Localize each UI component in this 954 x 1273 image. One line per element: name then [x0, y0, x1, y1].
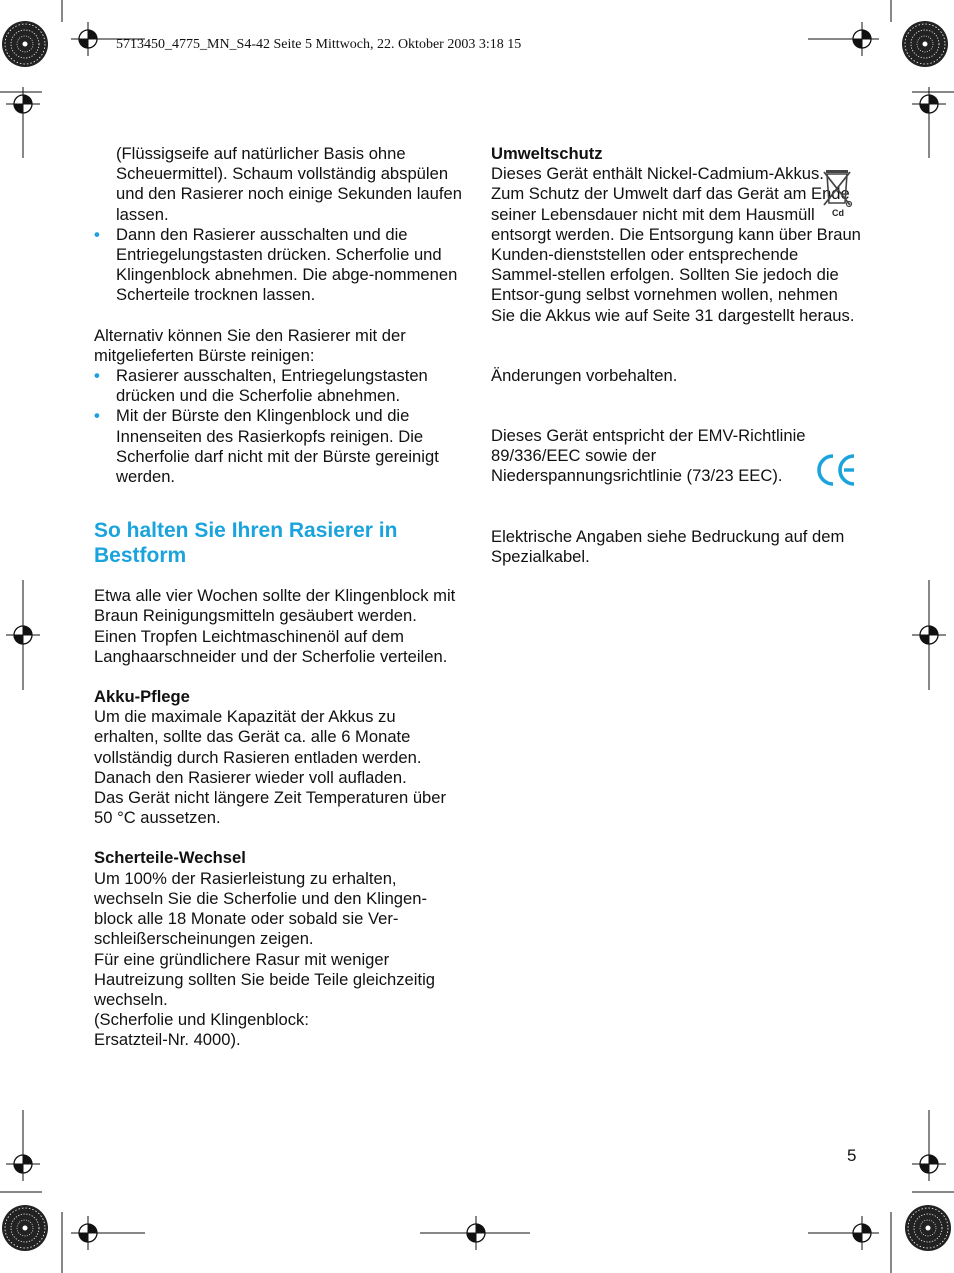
- bullet-icon: •: [94, 366, 100, 386]
- right-column: [491, 144, 861, 567]
- bullet-icon: •: [94, 224, 100, 244]
- bullet-list-2: [94, 366, 462, 487]
- umwelt-title: Umweltschutz: [491, 144, 603, 163]
- print-slug: 5713450_4775_MN_S4-42 Seite 5 Mittwoch, 22. Oktober 2003 3:18 15: [116, 37, 522, 52]
- scher-text-3: (Scherfolie und Klingenblock:: [94, 1010, 309, 1030]
- akku-text-1: Um die maximale Kapazität der Akkus zu erhalten, sollte das Gerät ca. alle 6 Monate vollständig durch Rasieren entladen werden. Danach den Rasierer wieder voll aufladen.: [94, 707, 422, 787]
- umwelt-text: Dieses Gerät enthält Nickel-Cadmium-Akkus. Zum Schutz der Umwelt darf das Gerät am Ende seiner Lebensdauer nicht mit dem Hausmüll entsorgt werden. Die Entsorgung kann über Braun Kunden-dienststellen oder entsprechende Sammel-stellen erfolgen. Sollten Sie jedoch die Entsor-gung selbst vornehmen wollen, nehmen Sie die Akkus wie auf Seite 31 dargestellt heraus.: [491, 164, 861, 325]
- crop-wheel-icon: [2, 1205, 48, 1251]
- crop-wheel-icon: [902, 21, 948, 67]
- list-item: • Mit der Bürste den Klingenblock und die Innenseiten des Rasierkopfs reinigen. Die Scherfolie darf nicht mit der Bürste gereinigt werden.: [94, 406, 439, 487]
- akku-text-2: Das Gerät nicht längere Zeit Temperaturen über 50 °C aussetzen.: [94, 788, 447, 828]
- section-heading: So halten Sie Ihren Rasierer in Bestform: [94, 519, 398, 568]
- scher-text-2: Für eine gründlichere Rasur mit weniger Hautreizung sollten Sie beide Teile gleichzeitig wechseln.: [94, 949, 435, 1009]
- crop-wheel-icon: [905, 1205, 951, 1251]
- elektrische-text: Elektrische Angaben siehe Bedruckung auf dem Spezialkabel.: [491, 526, 845, 566]
- intro-continued: (Flüssigseife auf natürlicher Basis ohne Scheuermittel). Schaum vollständig abspülen und den Rasierer noch einige Sekunden laufen lassen.: [116, 144, 462, 224]
- alt-text: Alternativ können Sie den Rasierer mit der mitgelieferten Bürste reinigen:: [94, 325, 406, 365]
- scher-title: Scherteile-Wechsel: [94, 848, 246, 868]
- ce-mark-icon: [814, 452, 858, 488]
- heading-paragraph: Etwa alle vier Wochen sollte der Klingenblock mit Braun Reinigungsmitteln gesäubert werden. Einen Tropfen Leichtmaschinenöl auf dem Langhaarschneider und der Scherfolie verteilen.: [94, 586, 456, 666]
- scher-text-4: Ersatzteil-Nr. 4000).: [94, 1030, 241, 1050]
- wheelie-bin-crossed-icon: [820, 166, 860, 220]
- bullet-list-1: [94, 225, 462, 306]
- emv-text: Dieses Gerät entspricht der EMV-Richtlinie 89/336/EEC sowie der Niederspannungsrichtlinie (73/23 EEC).: [491, 426, 806, 486]
- list-item: • Dann den Rasierer ausschalten und die Entriegelungstasten drücken. Scherfolie und Klingenblock abnehmen. Die abge-nommenen Scherteile trocknen lassen.: [94, 224, 458, 305]
- aenderungen-text: Änderungen vorbehalten.: [491, 365, 678, 385]
- scher-text-1: Um 100% der Rasierleistung zu erhalten, wechseln Sie die Scherfolie und den Klingen-block alle 18 Monate oder sobald sie Ver-schleißerscheinungen zeigen.: [94, 868, 428, 949]
- page-number: 5: [847, 1146, 857, 1165]
- svg-text:Cd: Cd: [832, 208, 844, 218]
- bullet-icon: •: [94, 406, 100, 426]
- left-column: [94, 144, 462, 1051]
- crop-wheel-icon: [2, 21, 48, 67]
- list-item: • Rasierer ausschalten, Entriegelungstasten drücken und die Scherfolie abnehmen.: [94, 366, 428, 406]
- akku-title: Akku-Pflege: [94, 687, 190, 707]
